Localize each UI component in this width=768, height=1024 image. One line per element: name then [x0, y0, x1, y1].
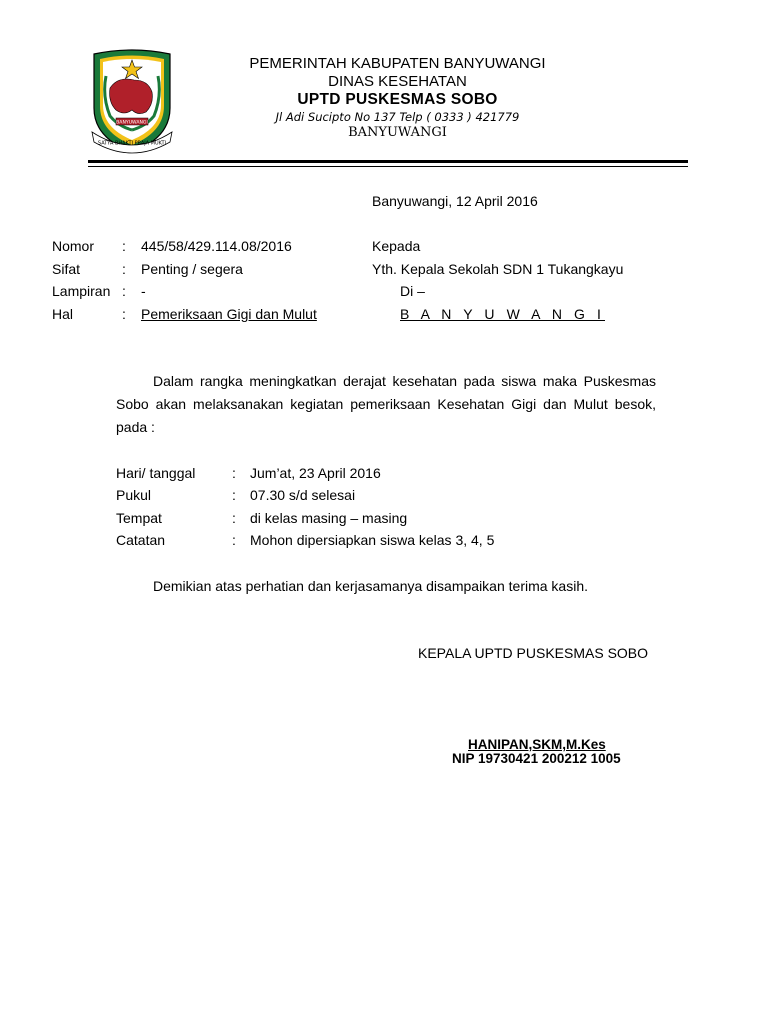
recipient-di: Di –	[400, 283, 425, 299]
meta-value-nomor: 445/58/429.114.08/2016	[141, 238, 292, 254]
body-paragraph: Dalam rangka meningkatkan derajat kesehatan pada siswa maka Puskesmas Sobo akan melaksanakan kegiatan pemeriksaan Kesehatan Gigi dan Mulut besok, pada :	[116, 373, 656, 435]
signature-name: HANIPAN,SKM,M.Kes	[468, 737, 606, 752]
detail-colon: :	[232, 465, 236, 481]
emblem-motto-text: SATYA BHAKTI PRAJA MUKTI	[97, 140, 167, 147]
meta-value-hal: Pemeriksaan Gigi dan Mulut	[141, 306, 317, 322]
letterhead-government: PEMERINTAH KABUPATEN BANYUWANGI	[249, 55, 546, 72]
banyuwangi-emblem-icon	[88, 46, 176, 154]
detail-value-tempat: di kelas masing – masing	[250, 510, 408, 526]
meta-colon: :	[122, 261, 126, 277]
meta-colon: :	[122, 238, 126, 254]
letterhead-divider-thick	[88, 160, 688, 163]
detail-value-pukul: 07.30 s/d selesai	[250, 487, 356, 503]
letterhead-department: DINAS KESEHATAN	[328, 73, 467, 90]
meta-value-sifat: Penting / segera	[141, 261, 243, 277]
letterhead-address: Jl Adi Sucipto No 137 Telp ( 0333 ) 421779	[275, 109, 520, 124]
detail-value-catatan: Mohon dipersiapkan siswa kelas 3, 4, 5	[250, 532, 495, 548]
meta-value-lampiran: -	[141, 283, 146, 299]
meta-colon: :	[122, 283, 126, 299]
letter-date: Banyuwangi, 12 April 2016	[372, 193, 538, 209]
detail-colon: :	[232, 510, 236, 526]
signature-title: KEPALA UPTD PUSKESMAS SOBO	[418, 645, 649, 661]
detail-label-catatan: Catatan	[116, 532, 166, 548]
letterhead-city: BANYUWANGI	[348, 125, 447, 141]
recipient-yth: Yth. Kepala Sekolah SDN 1 Tukangkayu	[372, 261, 624, 277]
detail-label-pukul: Pukul	[116, 487, 152, 503]
closing-sentence: Demikian atas perhatian dan kerjasamanya disampaikan terima kasih.	[153, 578, 588, 594]
recipient-kepada: Kepada	[372, 238, 421, 254]
letterhead-divider-thin	[88, 166, 688, 167]
meta-colon: :	[122, 306, 126, 322]
meta-label-nomor: Nomor	[52, 238, 95, 254]
signature-nip: NIP 19730421 200212 1005	[452, 751, 621, 766]
letterhead-office: UPTD PUSKESMAS SOBO	[297, 91, 498, 108]
detail-label-tempat: Tempat	[116, 510, 162, 526]
detail-colon: :	[232, 487, 236, 503]
emblem-ribbon-text: BANYUWANGI	[116, 120, 148, 126]
meta-label-hal: Hal	[52, 306, 74, 322]
detail-label-hari: Hari/ tanggal	[116, 465, 196, 481]
letterhead	[200, 55, 595, 141]
detail-colon: :	[232, 532, 236, 548]
meta-label-sifat: Sifat	[52, 261, 81, 277]
meta-label-lampiran: Lampiran	[52, 283, 111, 299]
recipient-city: B A N Y U W A N G I	[400, 306, 605, 322]
detail-value-hari: Jum’at, 23 April 2016	[250, 465, 381, 481]
